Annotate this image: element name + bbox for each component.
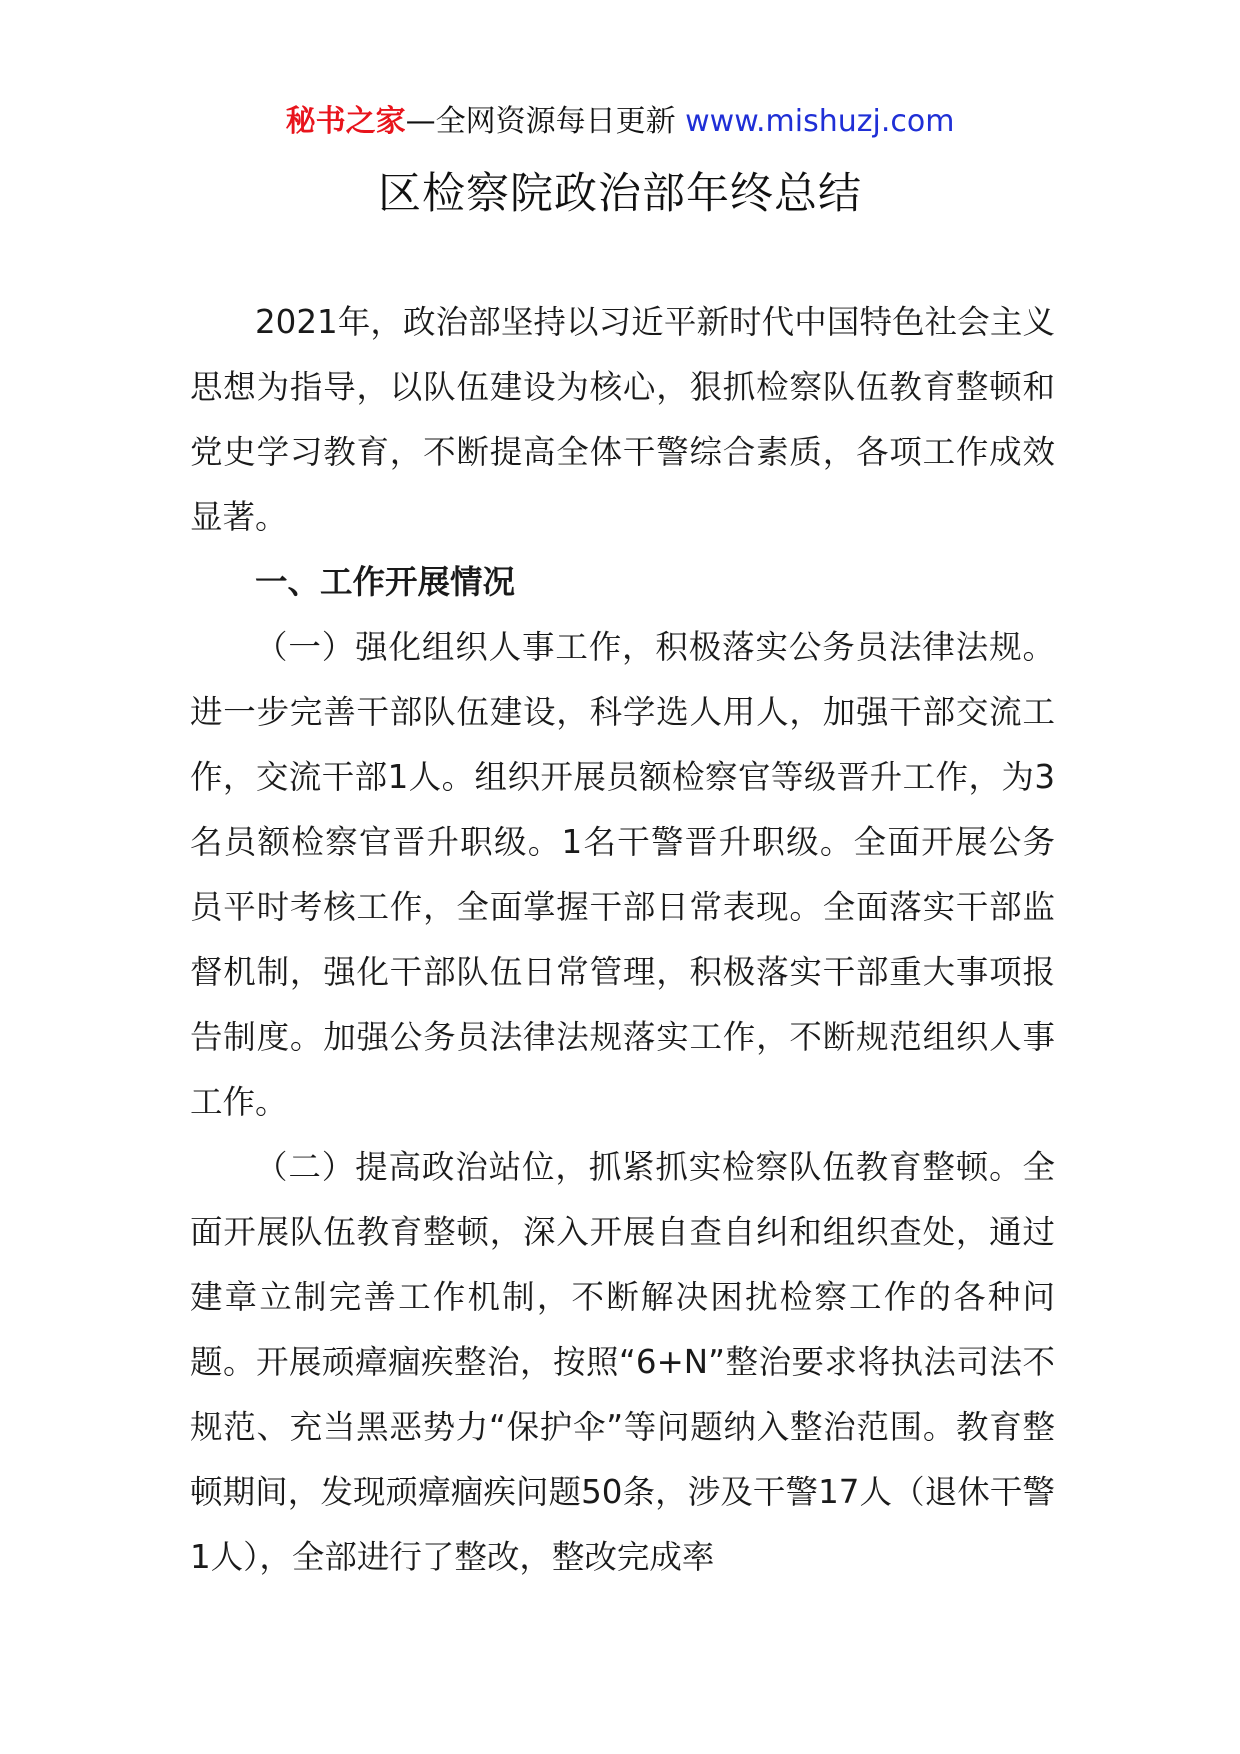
document-title: 区检察院政治部年终总结 — [378, 169, 862, 219]
section-heading: 一、工作开展情况 — [255, 563, 516, 601]
header-banner — [0, 100, 1240, 144]
body-paragraph-2: （二）提高政治站位，抓紧抓实检察队伍教育整顿。全面开展队伍教育整顿，深入开展自查自纠和组织查处，通过建章立制完善工作机制，不断解决困扰检察工作的各种问题。开展顽瘴痼疾整治，按照“6+N”整治要求将执法司法不规范、充当黑恶势力“保护伞”等问题纳入整治范围。教育整顿期间，发现顽瘴痼疾问题50条，涉及干警17人（退休干警1人），全部进行了整改，整改完成率 — [190, 1148, 1055, 1576]
website-link[interactable]: www.mishuzj.com — [685, 104, 955, 139]
intro-paragraph: 2021年，政治部坚持以习近平新时代中国特色社会主义思想为指导，以队伍建设为核心，狠抓检察队伍教育整顿和党史学习教育，不断提高全体干警综合素质，各项工作成效显著。 — [190, 303, 1055, 536]
banner-slogan: —全网资源每日更新 — [405, 104, 676, 139]
body-paragraph-1: （一）强化组织人事工作，积极落实公务员法律法规。进一步完善干部队伍建设，科学选人用人，加强干部交流工作，交流干部1人。组织开展员额检察官等级晋升工作，为3名员额检察官晋升职级。1名干警晋升职级。全面开展公务员平时考核工作，全面掌握干部日常表现。全面落实干部监督机制，强化干部队伍日常管理，积极落实干部重大事项报告制度。加强公务员法律法规落实工作，不断规范组织人事工作。 — [190, 628, 1055, 1121]
document-body — [190, 290, 1055, 1590]
brand-name: 秘书之家 — [285, 104, 406, 139]
